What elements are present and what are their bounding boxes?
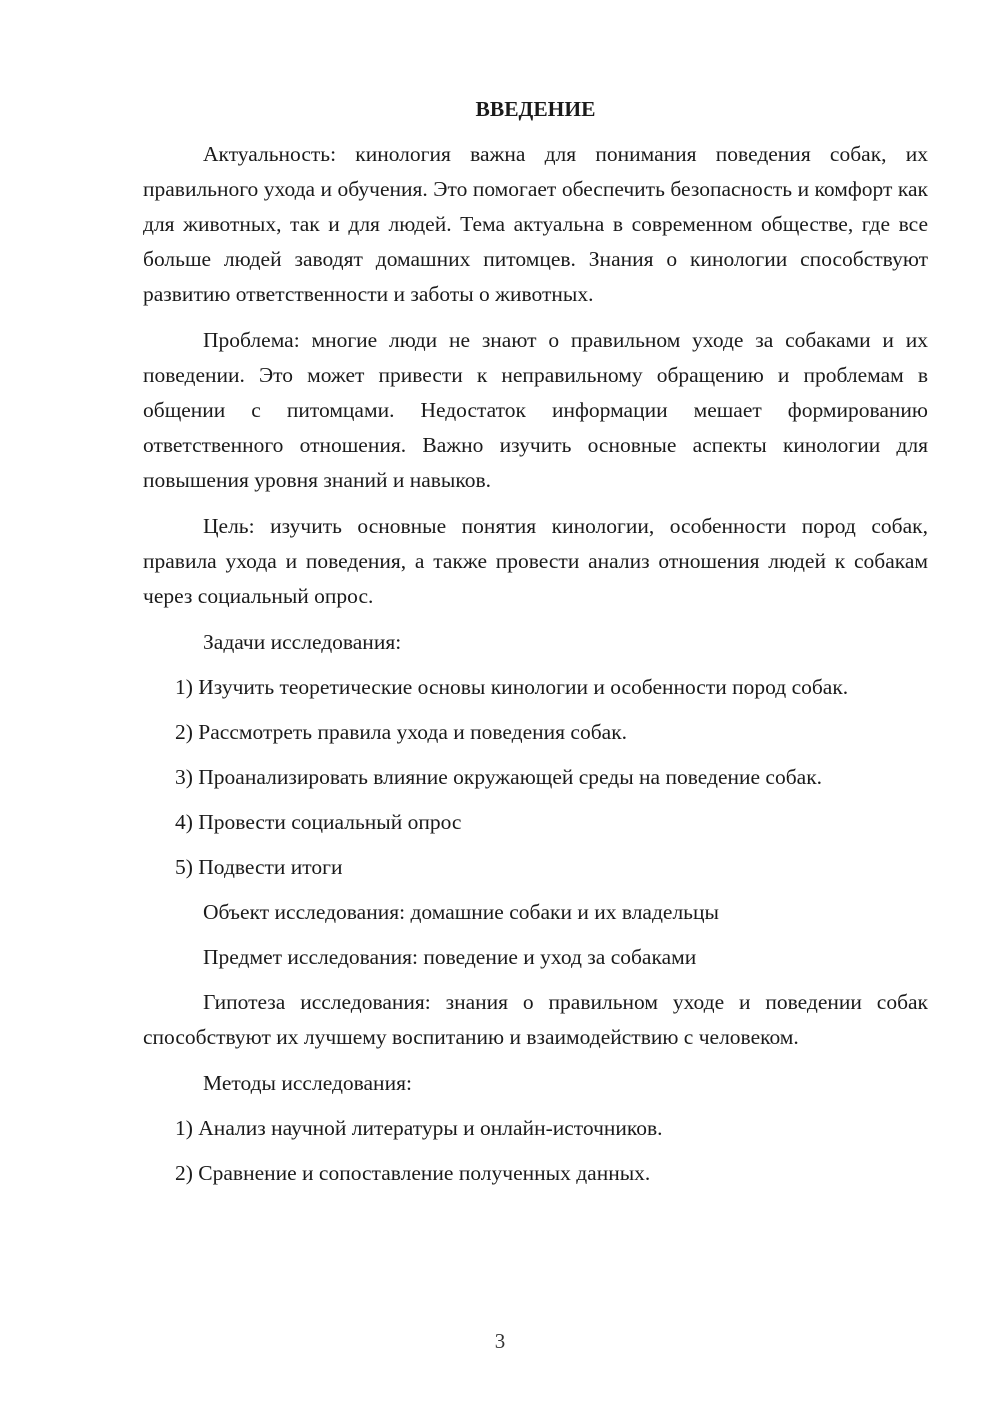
paragraph-subject: Предмет исследования: поведение и уход за собаками: [203, 945, 697, 969]
paragraph-goal: Цель: изучить основные понятия кинологии, особенности пород собак, правила ухода и поведения, а также провести анализ отношения людей к собакам через социальный опрос.: [143, 514, 928, 608]
paragraph-problem: Проблема: многие люди не знают о правильном уходе за собаками и их поведении. Это может привести к неправильному обращению и проблемам в общении с питомцами. Недостаток информации мешает формированию ответственного отношения. Важно изучить основные аспекты кинологии для повышения уровня знаний и навыков.: [143, 328, 928, 492]
page-number: 3: [494, 1329, 506, 1353]
task-item: 1) Изучить теоретические основы кинологии и особенности пород собак.: [175, 675, 849, 699]
task-item: 4) Провести социальный опрос: [175, 810, 462, 834]
tasks-heading: Задачи исследования:: [203, 630, 402, 654]
task-item: 5) Подвести итоги: [175, 855, 343, 879]
document-page: [143, 92, 928, 1201]
task-item: 3) Проанализировать влияние окружающей среды на поведение собак.: [175, 765, 823, 789]
task-item: 2) Рассмотреть правила ухода и поведения собак.: [175, 720, 628, 744]
paragraph-relevance: Актуальность: кинология важна для понимания поведения собак, их правильного ухода и обучения. Это помогает обеспечить безопасность и комфорт как для животных, так и для людей. Тема актуальна в современном обществе, где все больше людей заводят домашних питомцев. Знания о кинологии способствуют развитию ответственности и заботы о животных.: [143, 142, 928, 306]
methods-heading: Методы исследования:: [203, 1071, 412, 1095]
method-item: 1) Анализ научной литературы и онлайн-источников.: [175, 1116, 663, 1140]
method-item: 2) Сравнение и сопоставление полученных данных.: [175, 1161, 651, 1185]
paragraph-object: Объект исследования: домашние собаки и их владельцы: [203, 900, 719, 924]
paragraph-hypothesis: Гипотеза исследования: знания о правильном уходе и поведении собак способствуют их лучшему воспитанию и взаимодействию с человеком.: [143, 990, 928, 1049]
document-title: ВВЕДЕНИЕ: [475, 97, 596, 121]
